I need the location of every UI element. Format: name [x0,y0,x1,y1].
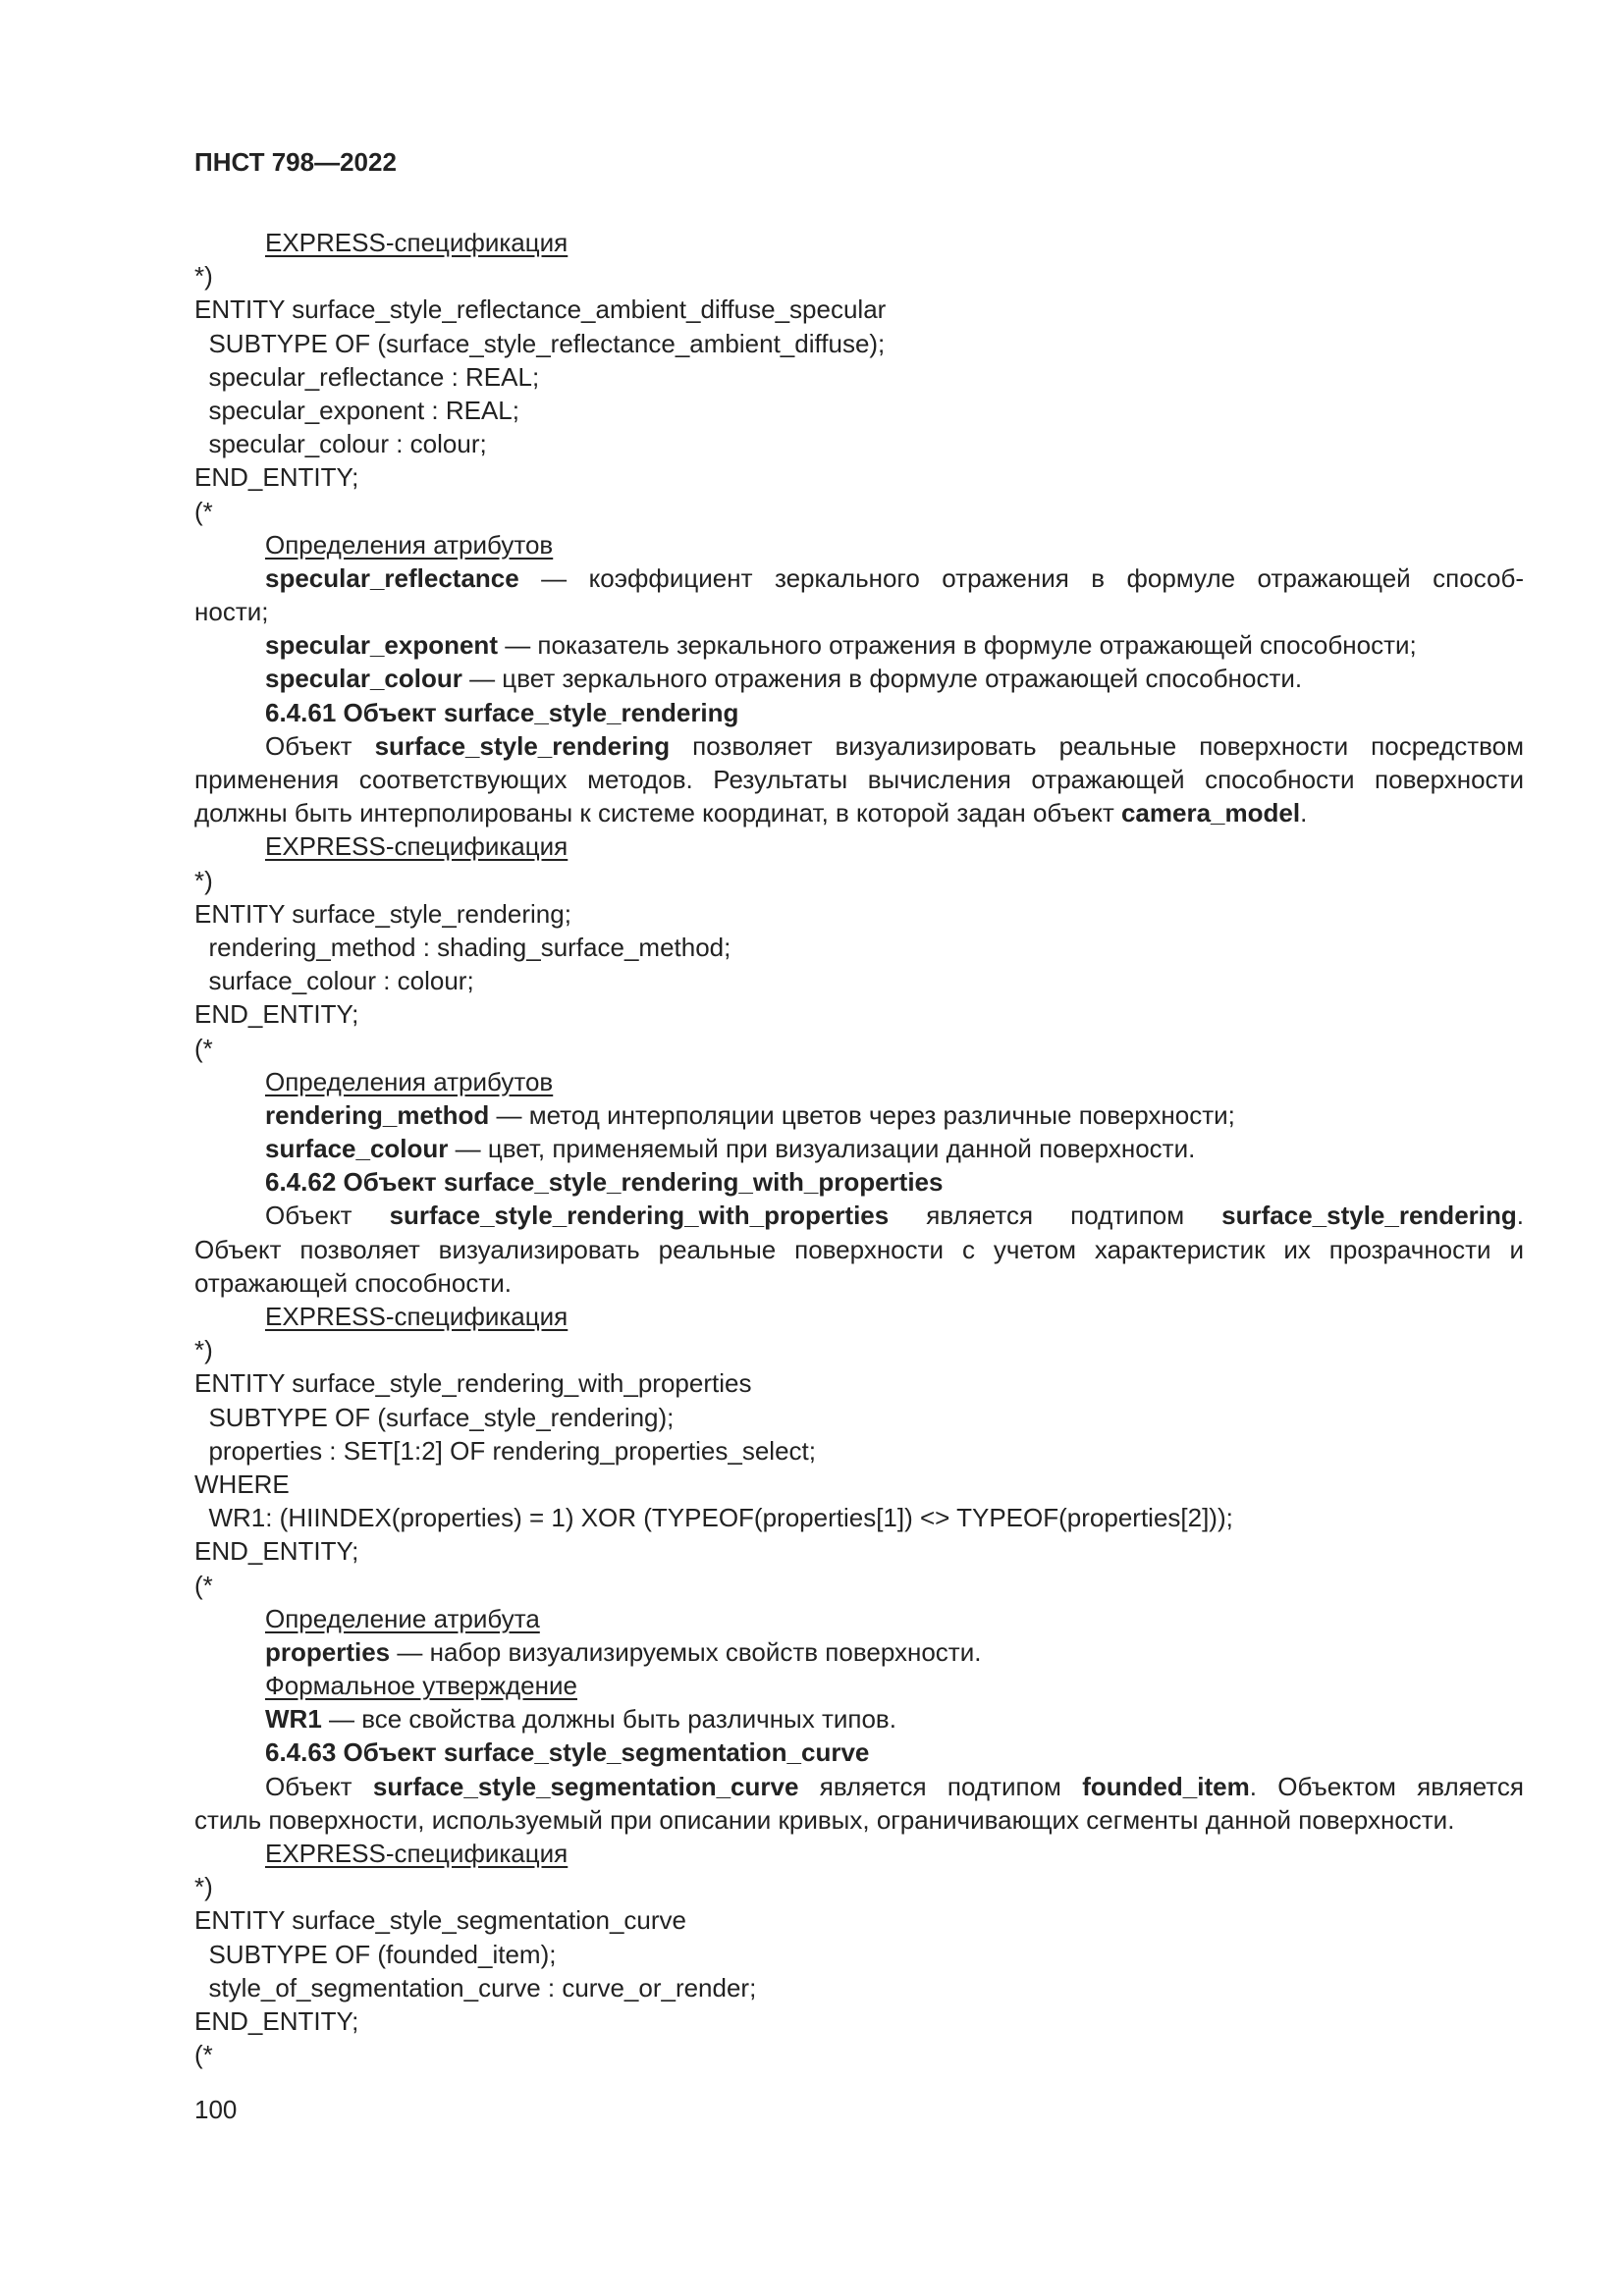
text-run: позволяет визуализировать реальные поверхности посредством [670,730,1524,761]
comment-close-marker: *) [194,1335,213,1365]
paragraph-line [194,796,1524,829]
text-run: . [1516,1201,1524,1231]
section-heading: 6.4.61 Объект surface_style_rendering [265,697,739,727]
entity-name: surface_style_rendering_with_properties [389,1201,890,1231]
code-line: END_ENTITY; [194,2005,359,2036]
attribute-term: specular_reflectance [265,562,519,593]
attribute-text: — показатель зеркального отражения в формуле отражающей способности; [497,630,1417,661]
attribute-term: specular_colour [265,664,462,694]
express-spec-label: EXPRESS-спецификация [265,1302,568,1331]
text-run: Объект [265,1771,373,1801]
formal-rule [194,1702,1524,1735]
code-line: rendering_method : shading_surface_method; [194,932,731,962]
code-line: END_ENTITY; [194,999,359,1030]
attribute-definition [194,1635,1524,1669]
code-line: surface_colour : colour; [194,966,474,996]
attribute-term: rendering_method [265,1099,490,1130]
entity-name: surface_style_rendering [1221,1201,1517,1231]
text-run: является подтипом [889,1201,1222,1231]
code-line: ENTITY surface_style_segmentation_curve [194,1905,686,1936]
section-heading: 6.4.63 Объект surface_style_segmentation_curve [265,1737,870,1768]
attribute-definition-cont: ности; [194,597,269,627]
formal-statement-title: Формальное утверждение [265,1671,577,1701]
comment-open-marker: (* [194,496,213,526]
text-run: должны быть интерполированы к системе координат, в которой задан объект [194,798,1121,828]
section-heading: 6.4.62 Объект surface_style_rendering_with_properties [265,1167,944,1198]
comment-close-marker: *) [194,261,213,292]
text-run: . Объектом является [1249,1771,1524,1801]
text-run: . [1300,798,1308,828]
attribute-definition-title: Определение атрибута [265,1603,540,1633]
express-spec-label: EXPRESS-спецификация [265,831,568,862]
express-spec-label: EXPRESS-спецификация [265,1839,568,1868]
code-line: specular_exponent : REAL; [194,395,519,425]
comment-close-marker: *) [194,1872,213,1902]
attribute-text: — цвет, применяемый при визуализации данной поверхности. [448,1134,1196,1164]
paragraph-line [194,1770,1524,1803]
entity-name: founded_item [1082,1771,1250,1801]
attribute-definition [194,1098,1524,1132]
code-line: SUBTYPE OF (surface_style_reflectance_ambient_diffuse); [194,328,886,358]
text-run: Объект [265,1201,390,1231]
code-line: specular_reflectance : REAL; [194,361,540,392]
attribute-term: specular_exponent [265,630,498,661]
entity-name: surface_style_segmentation_curve [372,1771,799,1801]
entity-name: surface_style_rendering [374,730,671,761]
code-line: END_ENTITY; [194,462,359,493]
express-spec-label: EXPRESS-спецификация [265,228,568,257]
code-line: ENTITY surface_style_reflectance_ambient_diffuse_specular [194,294,887,325]
code-line: SUBTYPE OF (founded_item); [194,1939,557,1969]
comment-close-marker: *) [194,865,213,895]
attribute-definition [194,1132,1524,1165]
attribute-definitions-title: Определения атрибутов [265,1066,554,1096]
comment-open-marker: (* [194,1570,213,1600]
document-code-header: ПНСТ 798—2022 [194,147,397,177]
code-line: style_of_segmentation_curve : curve_or_render; [194,1972,757,2002]
attribute-definitions-title: Определения атрибутов [265,529,554,560]
code-line: ENTITY surface_style_rendering; [194,898,571,929]
text-run: Объект [265,730,375,761]
code-line: properties : SET[1:2] OF rendering_properties_select; [194,1435,816,1466]
rule-text: — все свойства должны быть различных типов. [321,1704,896,1735]
paragraph-line [194,729,1524,763]
attribute-text: — набор визуализируемых свойств поверхности. [390,1636,982,1667]
paragraph-line [194,1199,1524,1232]
code-line: WHERE [194,1468,290,1499]
code-line: ENTITY surface_style_rendering_with_properties [194,1368,752,1399]
attribute-term: properties [265,1636,391,1667]
code-line: END_ENTITY; [194,1536,359,1567]
document-body [194,226,1524,2071]
attribute-definition [194,662,1524,695]
text-run: является подтипом [798,1771,1083,1801]
code-line: specular_colour : colour; [194,429,487,459]
attribute-text: — коэффициент зеркального отражения в формуле отражающей способ- [518,562,1524,593]
code-line: SUBTYPE OF (surface_style_rendering); [194,1402,675,1432]
page-number: 100 [194,2095,238,2124]
paragraph-line: отражающей способности. [194,1267,513,1298]
attribute-definition [194,561,1524,595]
attribute-definition [194,628,1524,662]
comment-open-marker: (* [194,1033,213,1063]
paragraph-line: применения соответствующих методов. Результаты вычисления отражающей способности поверхности [194,765,1524,794]
paragraph-line: Объект позволяет визуализировать реальные поверхности с учетом характеристик их прозрачности и [194,1234,1524,1264]
paragraph-line: стиль поверхности, используемый при описании кривых, ограничивающих сегменты данной поверхности. [194,1804,1455,1835]
attribute-term: surface_colour [265,1134,449,1164]
comment-open-marker: (* [194,2040,213,2070]
attribute-text: — метод интерполяции цветов через различные поверхности; [489,1099,1235,1130]
entity-name: camera_model [1120,798,1301,828]
code-line: WR1: (HIINDEX(properties) = 1) XOR (TYPEOF(properties[1]) <> TYPEOF(properties[2])); [194,1503,1233,1533]
attribute-text: — цвет зеркального отражения в формуле отражающей способности. [461,664,1303,694]
rule-term: WR1 [265,1704,322,1735]
